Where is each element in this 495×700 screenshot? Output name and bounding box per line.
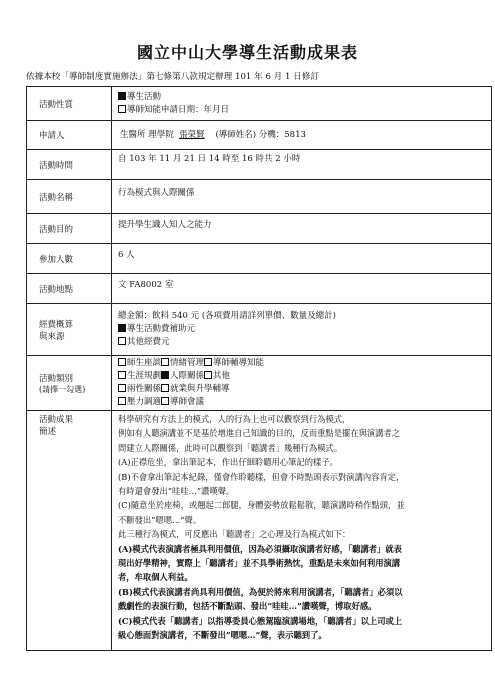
category-line-3: [118, 383, 487, 396]
label-budget-line1: 經費概算: [39, 319, 74, 330]
results-line: 不斷發出”嗯嗯…”聲。: [118, 514, 202, 525]
checkbox-empty[interactable]: [118, 384, 126, 392]
option-label: 導生活動: [127, 91, 162, 102]
results-line: (A)模式代表演講者極具利用價值，因為必須攝取演講者好感，「聽講者」就表: [118, 543, 402, 554]
checkbox-empty[interactable]: [118, 397, 126, 405]
results-line: 有時還會發出”哇哇…”讚嘆聲。: [118, 486, 235, 497]
results-line: 例如有人聽演講並不是基於增進自己知識的目的，反而重點是擺在與演講者之: [118, 428, 401, 439]
option-label: 師生座談: [127, 358, 162, 368]
nature-option-mentor[interactable]: [118, 104, 487, 117]
option-label: 就業與升學輔導: [170, 384, 230, 394]
label-purpose: 活動目的: [27, 214, 112, 244]
results-line: 此三種行為模式，可反應出「聽講者」之心理及行為模式如下：: [118, 529, 351, 540]
checkbox-checked[interactable]: [118, 324, 126, 332]
checkbox-empty[interactable]: [118, 337, 126, 345]
nature-options: [112, 87, 492, 121]
option-label: 導生活動費補助元: [127, 324, 196, 334]
budget-value: [112, 304, 492, 356]
option-label: 壓力調適: [127, 397, 162, 407]
category-options: [112, 356, 492, 411]
option-label: 其他: [213, 371, 231, 381]
checkbox-empty[interactable]: [204, 358, 212, 366]
row-nature: [27, 87, 492, 121]
results-line: 現出好學精神，實際上「聽講者」並不具學術熱忱，重點是未來如何利用演講: [118, 558, 401, 569]
category-line-2: [118, 370, 487, 383]
row-name: [27, 180, 492, 214]
checkbox-empty[interactable]: [118, 105, 126, 113]
label-category-line1: 活動類別: [39, 373, 74, 384]
checkbox-empty[interactable]: [161, 384, 169, 392]
row-category: [27, 356, 492, 411]
results-line: 科學研究有方法上的模式，人的行為上也可以觀察到行為模式，: [118, 414, 351, 424]
checkbox-empty[interactable]: [161, 358, 169, 366]
results-body: [112, 411, 492, 651]
checkbox-empty[interactable]: [118, 371, 126, 379]
label-nature: 活動性質: [27, 87, 112, 121]
results-line: (B)不會拿出筆記本紀錄，僅會作聆聽樣，但會不時點頭表示對演講內容肯定，: [118, 471, 405, 482]
label-category-line2: (請擇一勾選): [39, 384, 86, 394]
option-label: 人際關係: [170, 371, 205, 381]
purpose-value: 提升學生識人知人之能力: [112, 214, 492, 244]
results-line: 戲劇性的表演行動，包括不斷點頭、發出”哇哇…”讚嘆聲，博取好感。: [118, 601, 377, 612]
results-line: (B)模式代表演講者尚具利用價值，為便於將來利用演講者，「聽講者」必須以: [118, 586, 403, 597]
row-budget: [27, 304, 492, 356]
category-line-1: [118, 357, 487, 370]
checkbox-empty[interactable]: [118, 358, 126, 366]
option-label: 兩性關係: [127, 384, 162, 394]
row-location: [27, 274, 492, 304]
label-time: 活動時間: [27, 150, 112, 180]
row-applicant: [27, 121, 492, 150]
results-line: 者，牟取個人利益。: [118, 572, 193, 583]
label-results-line2: 簡述: [39, 427, 57, 437]
option-label: 導師會議: [170, 397, 205, 407]
results-line: (A)正襟危坐，拿出筆記本，作出仔細聆聽用心筆記的樣子。: [118, 457, 338, 468]
label-budget: [27, 304, 112, 356]
label-applicant: 申請人: [27, 121, 112, 150]
regulation-note: 依據本校「導師制度實施辦法」第七條第八款規定辦理 101 年 6 月 1 日修訂: [26, 72, 319, 82]
budget-option-other[interactable]: [118, 336, 487, 349]
label-location: 活動地點: [27, 274, 112, 304]
checkbox-checked[interactable]: [161, 371, 169, 379]
label-name: 活動名稱: [27, 180, 112, 214]
option-label: 生涯規劃: [127, 371, 162, 381]
applicant-ext: (導師姓名) 分機：5813: [215, 130, 306, 140]
results-line: (C)模式代表「聽講者」以指導委員心態駕臨演講場地，「聽講者」以上司或上: [118, 615, 403, 626]
option-label: 導師輔導知能: [213, 358, 265, 368]
checkbox-empty[interactable]: [204, 371, 212, 379]
label-participants: 參加人數: [27, 244, 112, 274]
label-results: [27, 411, 112, 651]
activity-form-table: [26, 86, 492, 651]
label-results-line1: 活動成果: [39, 415, 74, 425]
location-value: 文 FA8002 室: [112, 274, 492, 304]
row-participants: [27, 244, 492, 274]
applicant-dept: 生醫所 理學院: [120, 130, 174, 140]
results-line: (C)隨意坐於座椅，或翹起二郎腿，身體姿勢放鬆鬆散，聽演講時稍作點頭，並: [118, 500, 405, 511]
category-line-4: [118, 396, 487, 409]
page-title: 國立中山大學導生活動成果表: [136, 43, 358, 62]
applicant-value: [112, 121, 492, 150]
results-line: 間建立人際關係，此時可以觀察到「聽講者」幾種行為模式。: [118, 442, 343, 453]
time-value: 自 103 年 11 月 21 日 14 時至 16 時共 2 小時: [112, 150, 492, 180]
label-budget-line2: 與來源: [39, 331, 65, 342]
participants-value: 6 人: [112, 244, 492, 274]
results-line: 級心態面對演講者，不斷發出”嗯嗯…”聲，表示聽到了。: [118, 630, 327, 641]
row-time: [27, 150, 492, 180]
checkbox-empty[interactable]: [161, 397, 169, 405]
row-purpose: [27, 214, 492, 244]
checkbox-checked[interactable]: [118, 92, 126, 100]
budget-option-subsidy[interactable]: [118, 323, 487, 336]
applicant-name: 張榮賢: [179, 130, 205, 140]
name-value: 行為模式與人際關係: [112, 180, 492, 214]
option-label: 其他經費元: [127, 337, 170, 347]
row-results: [27, 411, 492, 651]
nature-option-student[interactable]: [118, 91, 487, 104]
option-label: 情緒管理: [170, 358, 205, 368]
option-label: 導師知能申請日期：年月日: [127, 104, 230, 115]
label-category: [27, 356, 112, 411]
budget-total: 總金額：飲料 540 元 (各項費用請詳列單價、數量及總計): [118, 311, 336, 321]
